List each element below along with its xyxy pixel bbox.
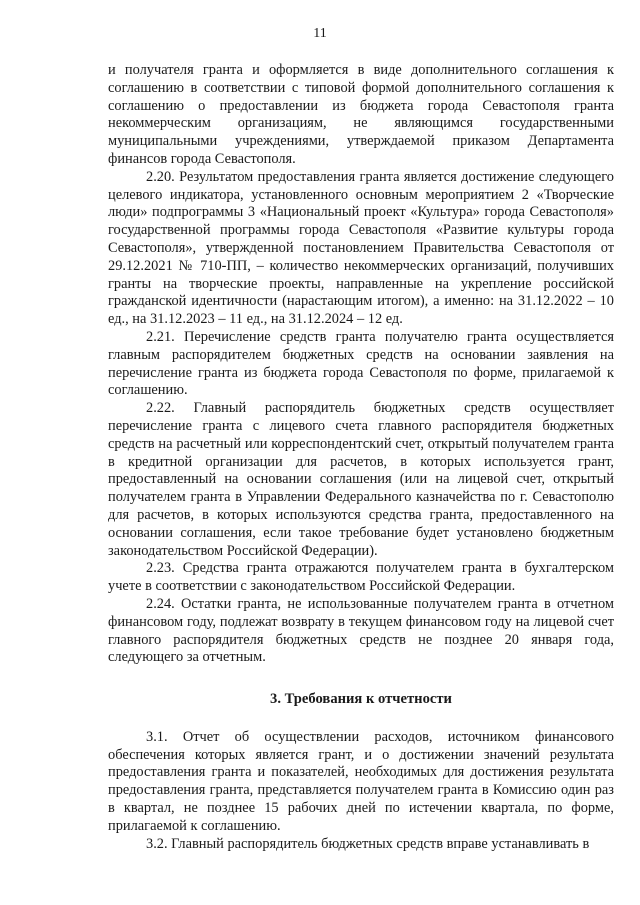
page-number: 11 (313, 26, 327, 41)
paragraph-3-1: 3.1. Отчет об осуществлении расходов, источником финансового обеспечения которых является грант, и о достижении значений результата предоставления гранта и показателей, необходимых для достижения результата предоставления гранта, представляется получателем гранта в Комиссию один раз в квартал, не позднее 15 рабочих дней по истечении квартала, по форме, прилагаемой к соглашению. (108, 728, 614, 834)
paragraph-2-20: 2.20. Результатом предоставления гранта является достижение следующего целевого индикатора, установленного основным мероприятием 2 «Творческие люди» подпрограммы 3 «Национальный проект «Культура» города Севастополя» государственной программы города Севастополя «Развитие культуры города Севастополя», утвержденной постановлением Правительства Севастополя от 29.12.2021 № 710-ПП, – количество некоммерческих организаций, получивших гранты на творческие проекты, направленные на укрепление российской гражданской идентичности (нарастающим итогом), а именно: на 31.12.2022 – 10 ед., на 31.12.2023 – 11 ед., на 31.12.2024 – 12 ед. (108, 168, 614, 328)
paragraph-3-2: 3.2. Главный распорядитель бюджетных средств вправе устанавливать в (146, 835, 590, 852)
paragraph-continuation: и получателя гранта и оформляется в виде дополнительного соглашения к соглашению в соответствии с типовой формой дополнительного соглашения к соглашению о предоставлении из бюджета города Севастополя гранта некоммерческим организациям, не являющимся государственными муниципальными учреждениями, утверждаемой приказом Департамента финансов города Севастополя. (108, 62, 614, 167)
paragraph-2-23: 2.23. Средства гранта отражаются получателем гранта в бухгалтерском учете в соответствии с законодательством Российской Федерации. (108, 560, 614, 595)
section-heading: 3. Требования к отчетности (270, 691, 452, 708)
document-body (108, 62, 614, 853)
paragraph-2-24: 2.24. Остатки гранта, не использованные получателем гранта в отчетном финансовом году, подлежат возврату в текущем финансовом году на лицевой счет главного распорядителя бюджетных средств не позднее 20 января года, следующего за отчетным. (108, 595, 614, 666)
paragraph-2-22: 2.22. Главный распорядитель бюджетных средств осуществляет перечисление гранта с лицевого счета главного распорядителя бюджетных средств на расчетный или корреспондентский счет, открытый получателем гранта в кредитной организации для расчетов, в которых используется грант, предоставленный на основании соглашения (или на лицевой счет, открытый получателем гранта в Управлении Федерального казначейства по г. Севастополю для расчетов, в которых используются средства гранта, предоставленного на основании соглашения, если такое требование будет установлено бюджетным законодательством Российской Федерации). (108, 400, 614, 559)
paragraph-2-21: 2.21. Перечисление средств гранта получателю гранта осуществляется главным распорядителем бюджетных средств на основании заявления на перечисление гранта из бюджета города Севастополя по форме, прилагаемой к соглашению. (108, 328, 614, 399)
